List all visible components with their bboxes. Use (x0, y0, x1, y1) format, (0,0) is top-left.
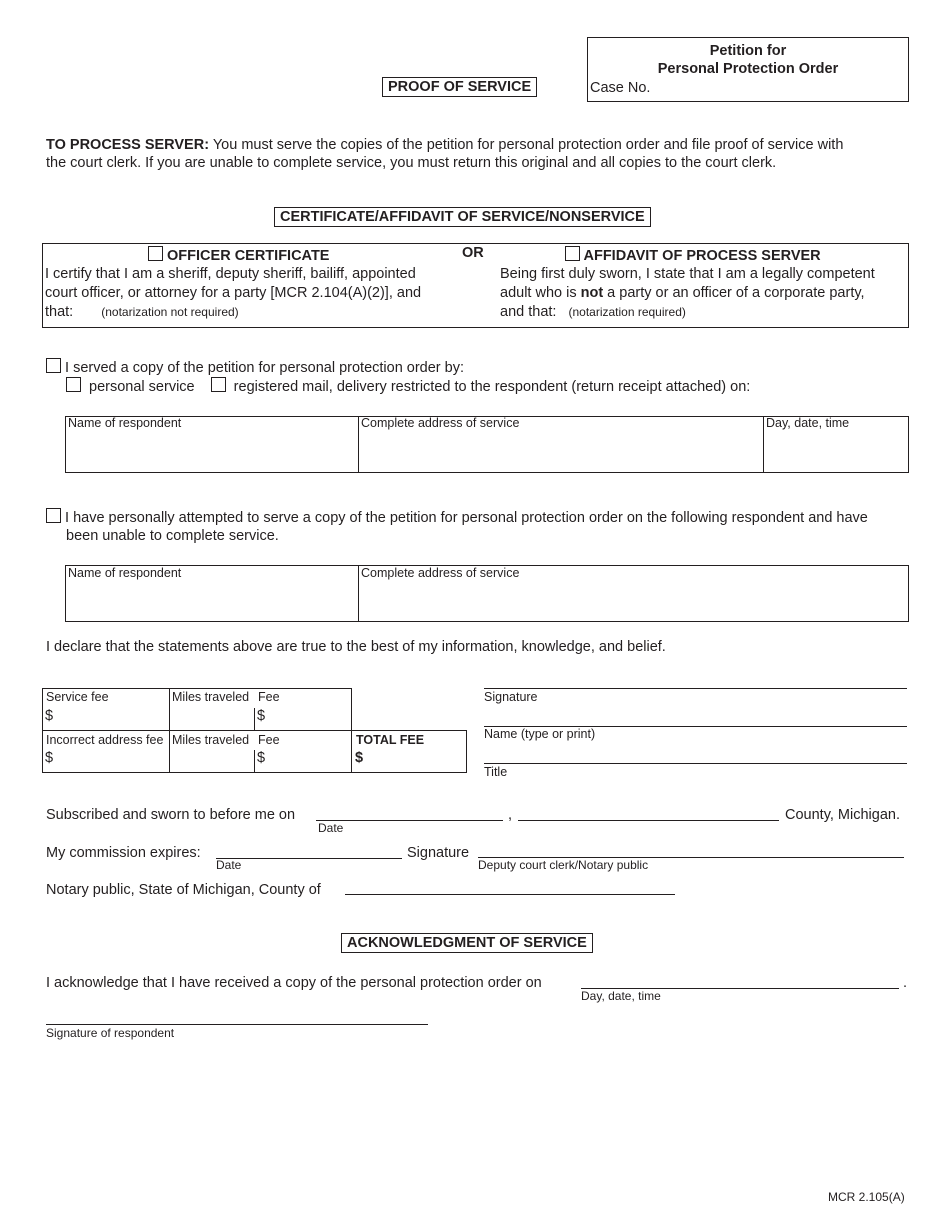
service-fee-dollar[interactable]: $ (45, 708, 54, 724)
case-no-label: Case No. (590, 80, 651, 96)
total-fee-dollar[interactable]: $ (355, 750, 364, 766)
total-fee-label: TOTAL FEE (356, 733, 425, 747)
served-method (66, 377, 750, 396)
officer-line1: I certify that I am a sheriff, deputy sheriff, bailiff, appointed (45, 266, 416, 282)
affidavit-line2-post: a party or an officer of a corporate party, (603, 285, 865, 301)
notary-county-text: Notary public, State of Michigan, County of (46, 882, 321, 898)
served-table-divider (358, 416, 359, 472)
miles-traveled-label-2[interactable]: Miles traveled (172, 733, 250, 747)
instructions (46, 136, 916, 154)
officer-heading (148, 246, 329, 265)
fee-label: Fee (258, 690, 280, 704)
affidavit-process-server-checkbox[interactable] (565, 246, 580, 261)
petition-title-2: Personal Protection Order (657, 61, 839, 77)
county-michigan: County, Michigan. (785, 807, 900, 823)
fee-table-bottom (42, 772, 466, 773)
title-line[interactable] (484, 763, 907, 764)
acknowledgment-title: ACKNOWLEDGMENT OF SERVICE (341, 933, 593, 953)
service-fee-label: Service fee (46, 690, 109, 704)
instructions-line2: the court clerk. If you are unable to complete service, you must return this original and all copies to the court clerk. (46, 155, 777, 171)
personal-service-label: personal service (89, 379, 195, 395)
affidavit-heading (565, 246, 821, 265)
served-text: I served a copy of the petition for personal protection order by: (65, 360, 465, 376)
affidavit-line3 (500, 303, 686, 321)
affidavit-line1: Being first duly sworn, I state that I am a legally competent (500, 266, 875, 282)
petition-box (587, 37, 909, 102)
miles-traveled-label[interactable]: Miles traveled (172, 690, 250, 704)
subscribed-date-label: Date (318, 821, 344, 835)
fee-label-2: Fee (258, 733, 280, 747)
attempted-line (46, 508, 916, 527)
served-name-field[interactable]: Name of respondent (68, 416, 182, 430)
officer-note: (notarization not required) (101, 305, 239, 319)
commission-date-label: Date (216, 858, 242, 872)
acknowledgment-day-label: Day, date, time (581, 989, 661, 1003)
fee-table-left (42, 688, 43, 773)
served-address-field[interactable]: Complete address of service (361, 416, 520, 430)
served-day-field[interactable]: Day, date, time (766, 416, 850, 430)
registered-mail-label: registered mail, delivery restricted to the respondent (return receipt attached) on: (233, 379, 751, 395)
title-label: Title (484, 765, 508, 779)
subscribed-text: Subscribed and sworn to before me on (46, 807, 296, 823)
incorrect-fee-dollar[interactable]: $ (45, 750, 54, 766)
served-table-divider (763, 416, 764, 472)
attempted-table-divider (358, 565, 359, 621)
attempted-text: I have personally attempted to serve a copy of the petition for personal protection order on the following respondent and have (65, 510, 868, 526)
incorrect-address-fee-label: Incorrect address fee (46, 733, 164, 747)
acknowledgment-period: . (903, 975, 908, 991)
attempted-name-field[interactable]: Name of respondent (68, 566, 182, 580)
notary-signature-text: Signature (407, 845, 470, 861)
officer-line3 (45, 303, 239, 321)
affidavit-line2-pre: adult who is (500, 285, 581, 301)
declaration: I declare that the statements above are true to the best of my information, knowledge, and belief. (46, 639, 666, 655)
miles-fee-dollar-2[interactable]: $ (257, 750, 266, 766)
respondent-signature-label: Signature of respondent (46, 1026, 175, 1040)
name-label: Name (type or print) (484, 727, 596, 741)
instructions-line1: You must serve the copies of the petition for personal protection order and file proof of service with (212, 137, 844, 153)
miles-fee-dollar[interactable]: $ (257, 708, 266, 724)
certificate-section-title: CERTIFICATE/AFFIDAVIT OF SERVICE/NONSERVICE (274, 207, 651, 227)
served-checkbox[interactable] (46, 358, 61, 373)
fee-table-col3b (254, 750, 255, 772)
officer-that: that: (45, 304, 74, 320)
affidavit-that: and that: (500, 304, 557, 320)
fee-table-col2 (169, 688, 170, 773)
signature-label: Signature (484, 690, 538, 704)
county-line[interactable] (518, 820, 779, 821)
officer-heading-label: OFFICER CERTIFICATE (167, 248, 330, 264)
form-number: MCR 2.105(A) (828, 1190, 905, 1204)
fee-table-right (466, 730, 467, 773)
officer-line2: court officer, or attorney for a party [MCR 2.104(A)(2)], and (45, 285, 422, 301)
attempted-address-field[interactable]: Complete address of service (361, 566, 520, 580)
respondent-signature-line[interactable] (46, 1024, 428, 1025)
affidavit-line2 (500, 284, 865, 302)
attempted-line2: been unable to complete service. (66, 528, 279, 544)
petition-title-1: Petition for (709, 43, 787, 59)
commission-date-line[interactable] (216, 858, 402, 859)
or-label: OR (462, 245, 484, 261)
acknowledgment-text: I acknowledge that I have received a copy of the personal protection order on (46, 975, 542, 991)
registered-mail-checkbox[interactable] (211, 377, 226, 392)
proof-of-service-title: PROOF OF SERVICE (382, 77, 537, 97)
attempted-checkbox[interactable] (46, 508, 61, 523)
fee-table-col4 (351, 688, 352, 773)
commission-text: My commission expires: (46, 845, 201, 861)
affidavit-note: (notarization required) (568, 305, 686, 319)
served-line (46, 358, 464, 377)
affidavit-heading-label: AFFIDAVIT OF PROCESS SERVER (583, 248, 821, 264)
notary-county-line[interactable] (345, 894, 675, 895)
affidavit-not: not (580, 285, 604, 301)
subscribed-date-line[interactable] (316, 820, 503, 821)
subscribed-comma: , (508, 807, 513, 823)
fee-table-mid (42, 730, 466, 731)
personal-service-checkbox[interactable] (66, 377, 81, 392)
instructions-lead: TO PROCESS SERVER: (46, 137, 210, 153)
fee-table-top (42, 688, 351, 689)
signature-line[interactable] (484, 688, 907, 689)
officer-certificate-checkbox[interactable] (148, 246, 163, 261)
fee-table-col3 (254, 708, 255, 730)
deputy-label: Deputy court clerk/Notary public (478, 858, 649, 872)
